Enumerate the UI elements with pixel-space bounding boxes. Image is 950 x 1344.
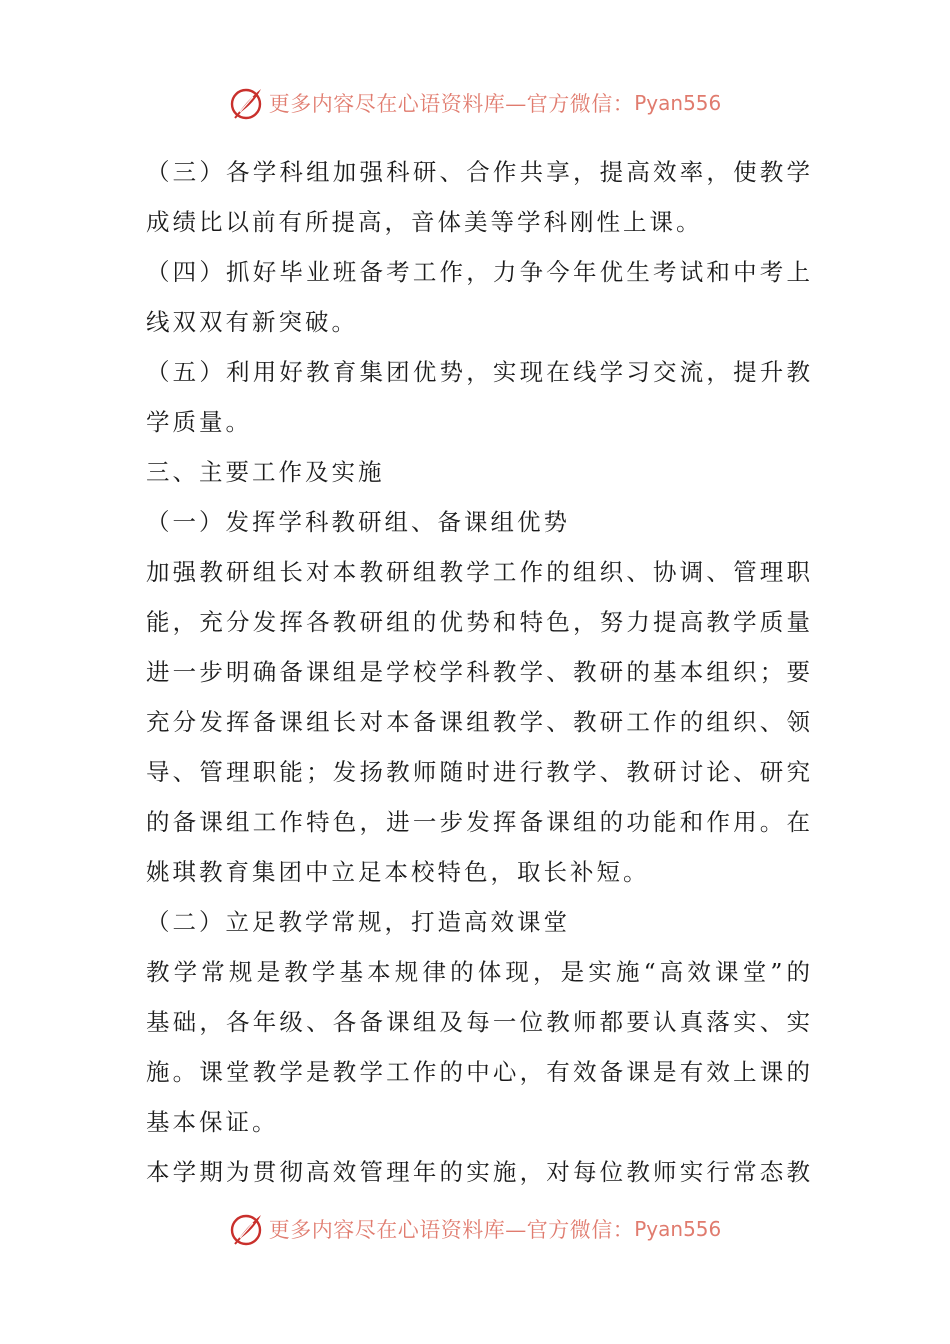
footer-banner (0, 1207, 950, 1251)
quill-logo-icon (229, 85, 265, 121)
text-line: 加强教研组长对本教研组教学工作的组织、协调、管理职 (146, 558, 810, 586)
section-heading: 三、主要工作及实施 (146, 458, 385, 486)
text-line: 基本保证。 (146, 1108, 279, 1136)
text-line: 进一步明确备课组是学校学科教学、教研的基本组织；要 (146, 658, 810, 686)
text-line: 成绩比以前有所提高，音体美等学科刚性上课。 (146, 208, 703, 236)
header-wechat-id: Pyan556 (634, 91, 722, 115)
text-line: 能，充分发挥各教研组的优势和特色，努力提高教学质量 (146, 608, 810, 636)
document-body (146, 147, 810, 1197)
subsection-heading: （二）立足教学常规，打造高效课堂 (146, 908, 570, 936)
text-line: 充分发挥备课组长对本备课组教学、教研工作的组织、领 (146, 708, 810, 736)
text-line: 施。课堂教学是教学工作的中心，有效备课是有效上课的 (146, 1058, 810, 1086)
quill-logo-icon (229, 1211, 265, 1247)
text-line: 姚琪教育集团中立足本校特色，取长补短。 (146, 858, 650, 886)
header-site-text: 更多内容尽在心语资料库—官方微信： (268, 92, 635, 116)
header-banner (0, 81, 950, 125)
text-line: 的备课组工作特色，进一步发挥备课组的功能和作用。在 (146, 808, 810, 836)
text-line: 学质量。 (146, 408, 252, 436)
text-line: （四）抓好毕业班备考工作，力争今年优生考试和中考上 (146, 258, 810, 286)
text-line: 本学期为贯彻高效管理年的实施，对每位教师实行常态教 (146, 1158, 810, 1186)
subsection-heading: （一）发挥学科教研组、备课组优势 (146, 508, 570, 536)
text-line: 线双双有新突破。 (146, 308, 358, 336)
footer-wechat-id: Pyan556 (634, 1217, 722, 1241)
text-line: 教学常规是教学基本规律的体现，是实施“高效课堂”的 (146, 958, 810, 986)
text-line: （三）各学科组加强科研、合作共享，提高效率，使教学 (146, 158, 810, 186)
footer-site-text: 更多内容尽在心语资料库—官方微信： (268, 1218, 635, 1242)
text-line: 导、管理职能；发扬教师随时进行教学、教研讨论、研究 (146, 758, 810, 786)
text-line: （五）利用好教育集团优势，实现在线学习交流，提升教 (146, 358, 810, 386)
text-line: 基础，各年级、各备课组及每一位教师都要认真落实、实 (146, 1008, 810, 1036)
